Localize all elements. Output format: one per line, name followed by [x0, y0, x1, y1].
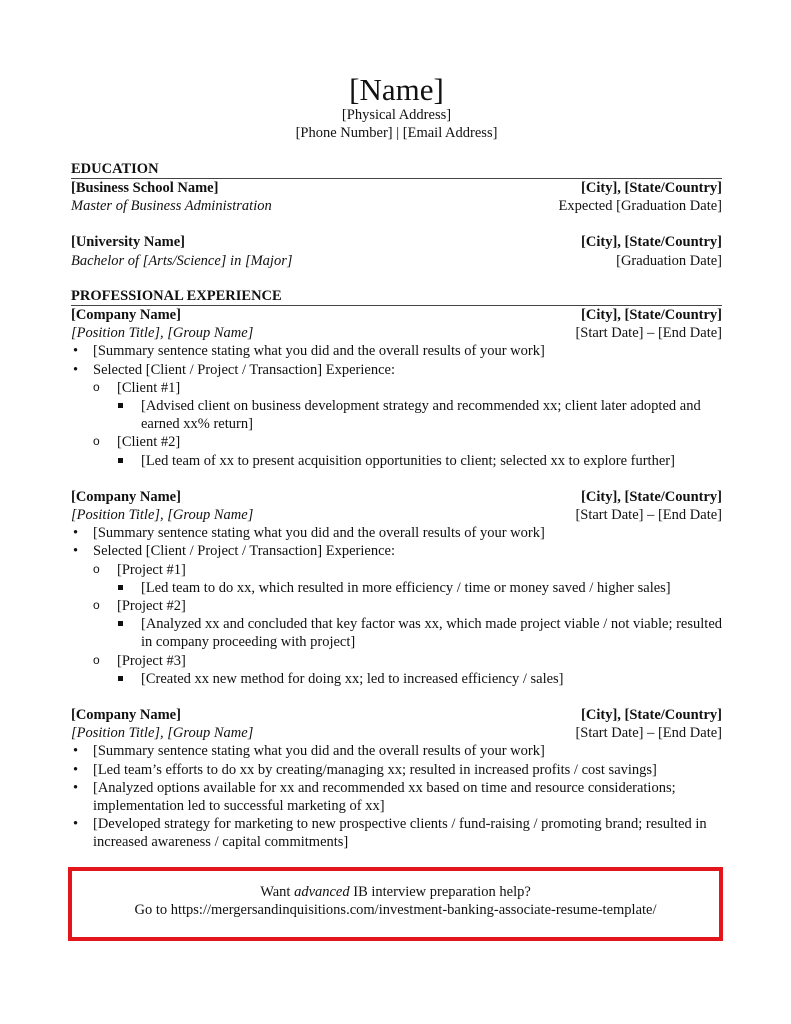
company-name: [Company Name]: [71, 707, 181, 724]
education-section: [71, 160, 722, 270]
job-dates: [Start Date] – [End Date]: [575, 725, 722, 742]
sub-bullet-item: o [Project #2]: [71, 597, 722, 615]
sub-bullet-item: o [Client #2]: [71, 433, 722, 451]
detail-bullet-item: [Created xx new method for doing xx; led to increased efficiency / sales]: [71, 670, 722, 688]
sub-bullet-item: o [Project #3]: [71, 652, 722, 670]
company-name: [Company Name]: [71, 488, 181, 505]
company-location: [City], [State/Country]: [581, 488, 722, 505]
company-location: [City], [State/Country]: [581, 307, 722, 323]
school-name: [University Name]: [71, 234, 185, 251]
detail-bullet-item: [Led team to do xx, which resulted in more efficiency / time or money saved / higher sales]: [71, 579, 722, 597]
bullet-item: • Selected [Client / Project / Transaction] Experience:: [71, 542, 722, 560]
degree: Bachelor of [Arts/Science] in [Major]: [71, 252, 293, 269]
bullet-item: • [Summary sentence stating what you did and the overall results of your work]: [71, 742, 722, 760]
job-dates: [Start Date] – [End Date]: [575, 507, 722, 524]
graduation-date: Expected [Graduation Date]: [558, 198, 722, 215]
bullet-item: • [Developed strategy for marketing to new prospective clients / fund-raising / promoting brand; resulted in increased awareness / capital commitments]: [71, 815, 722, 851]
bullet-item: • [Summary sentence stating what you did and the overall results of your work]: [71, 524, 722, 542]
education-heading: EDUCATION: [71, 160, 722, 179]
contact-line: [Phone Number] | [Email Address]: [295, 125, 498, 141]
detail-bullet-item: [Analyzed xx and concluded that key factor was xx, which made project viable / not viable; resulted in company proceeding with project]: [71, 615, 722, 651]
school-name: [Business School Name]: [71, 180, 219, 196]
experience-section: [71, 287, 722, 852]
promo-emphasis: advanced: [294, 884, 350, 900]
candidate-name: [Name]: [349, 72, 444, 107]
company-name: [Company Name]: [71, 307, 181, 323]
education-entry: [71, 179, 722, 215]
education-entry: [71, 233, 722, 269]
sub-bullet-item: o [Client #1]: [71, 379, 722, 397]
detail-bullet-item: [Advised client on business development strategy and recommended xx; client later adopted and earned xx% return]: [71, 397, 722, 433]
job-entry: [71, 706, 722, 852]
graduation-date: [Graduation Date]: [616, 252, 722, 269]
position-title: [Position Title], [Group Name]: [71, 725, 254, 742]
promo-box: [68, 867, 723, 941]
bullet-item: • Selected [Client / Project / Transaction] Experience:: [71, 361, 722, 379]
bullet-item: • [Analyzed options available for xx and recommended xx based on time and resource considerations; implementation led to successful marketing of xx]: [71, 779, 722, 815]
promo-suffix: IB interview preparation help?: [349, 884, 531, 900]
company-location: [City], [State/Country]: [581, 707, 722, 724]
experience-heading: PROFESSIONAL EXPERIENCE: [71, 287, 722, 306]
job-dates: [Start Date] – [End Date]: [575, 325, 722, 342]
promo-prefix: Want: [260, 884, 295, 900]
school-location: [City], [State/Country]: [581, 180, 722, 196]
detail-bullet-item: [Led team of xx to present acquisition opportunities to client; selected xx to explore further]: [71, 452, 722, 470]
school-location: [City], [State/Country]: [581, 234, 722, 251]
bullet-item: • [Led team’s efforts to do xx by creating/managing xx; resulted in increased profits / cost savings]: [71, 761, 722, 779]
promo-headline: [72, 883, 719, 901]
position-title: [Position Title], [Group Name]: [71, 507, 254, 524]
physical-address: [Physical Address]: [341, 107, 452, 123]
job-entry: [71, 306, 722, 470]
position-title: [Position Title], [Group Name]: [71, 325, 254, 342]
promo-link[interactable]: Go to https://mergersandinquisitions.com/investment-banking-associate-resume-template/: [134, 902, 657, 919]
degree: Master of Business Administration: [71, 198, 272, 215]
bullet-item: • [Summary sentence stating what you did and the overall results of your work]: [71, 342, 722, 360]
sub-bullet-item: o [Project #1]: [71, 561, 722, 579]
job-entry: [71, 488, 722, 688]
